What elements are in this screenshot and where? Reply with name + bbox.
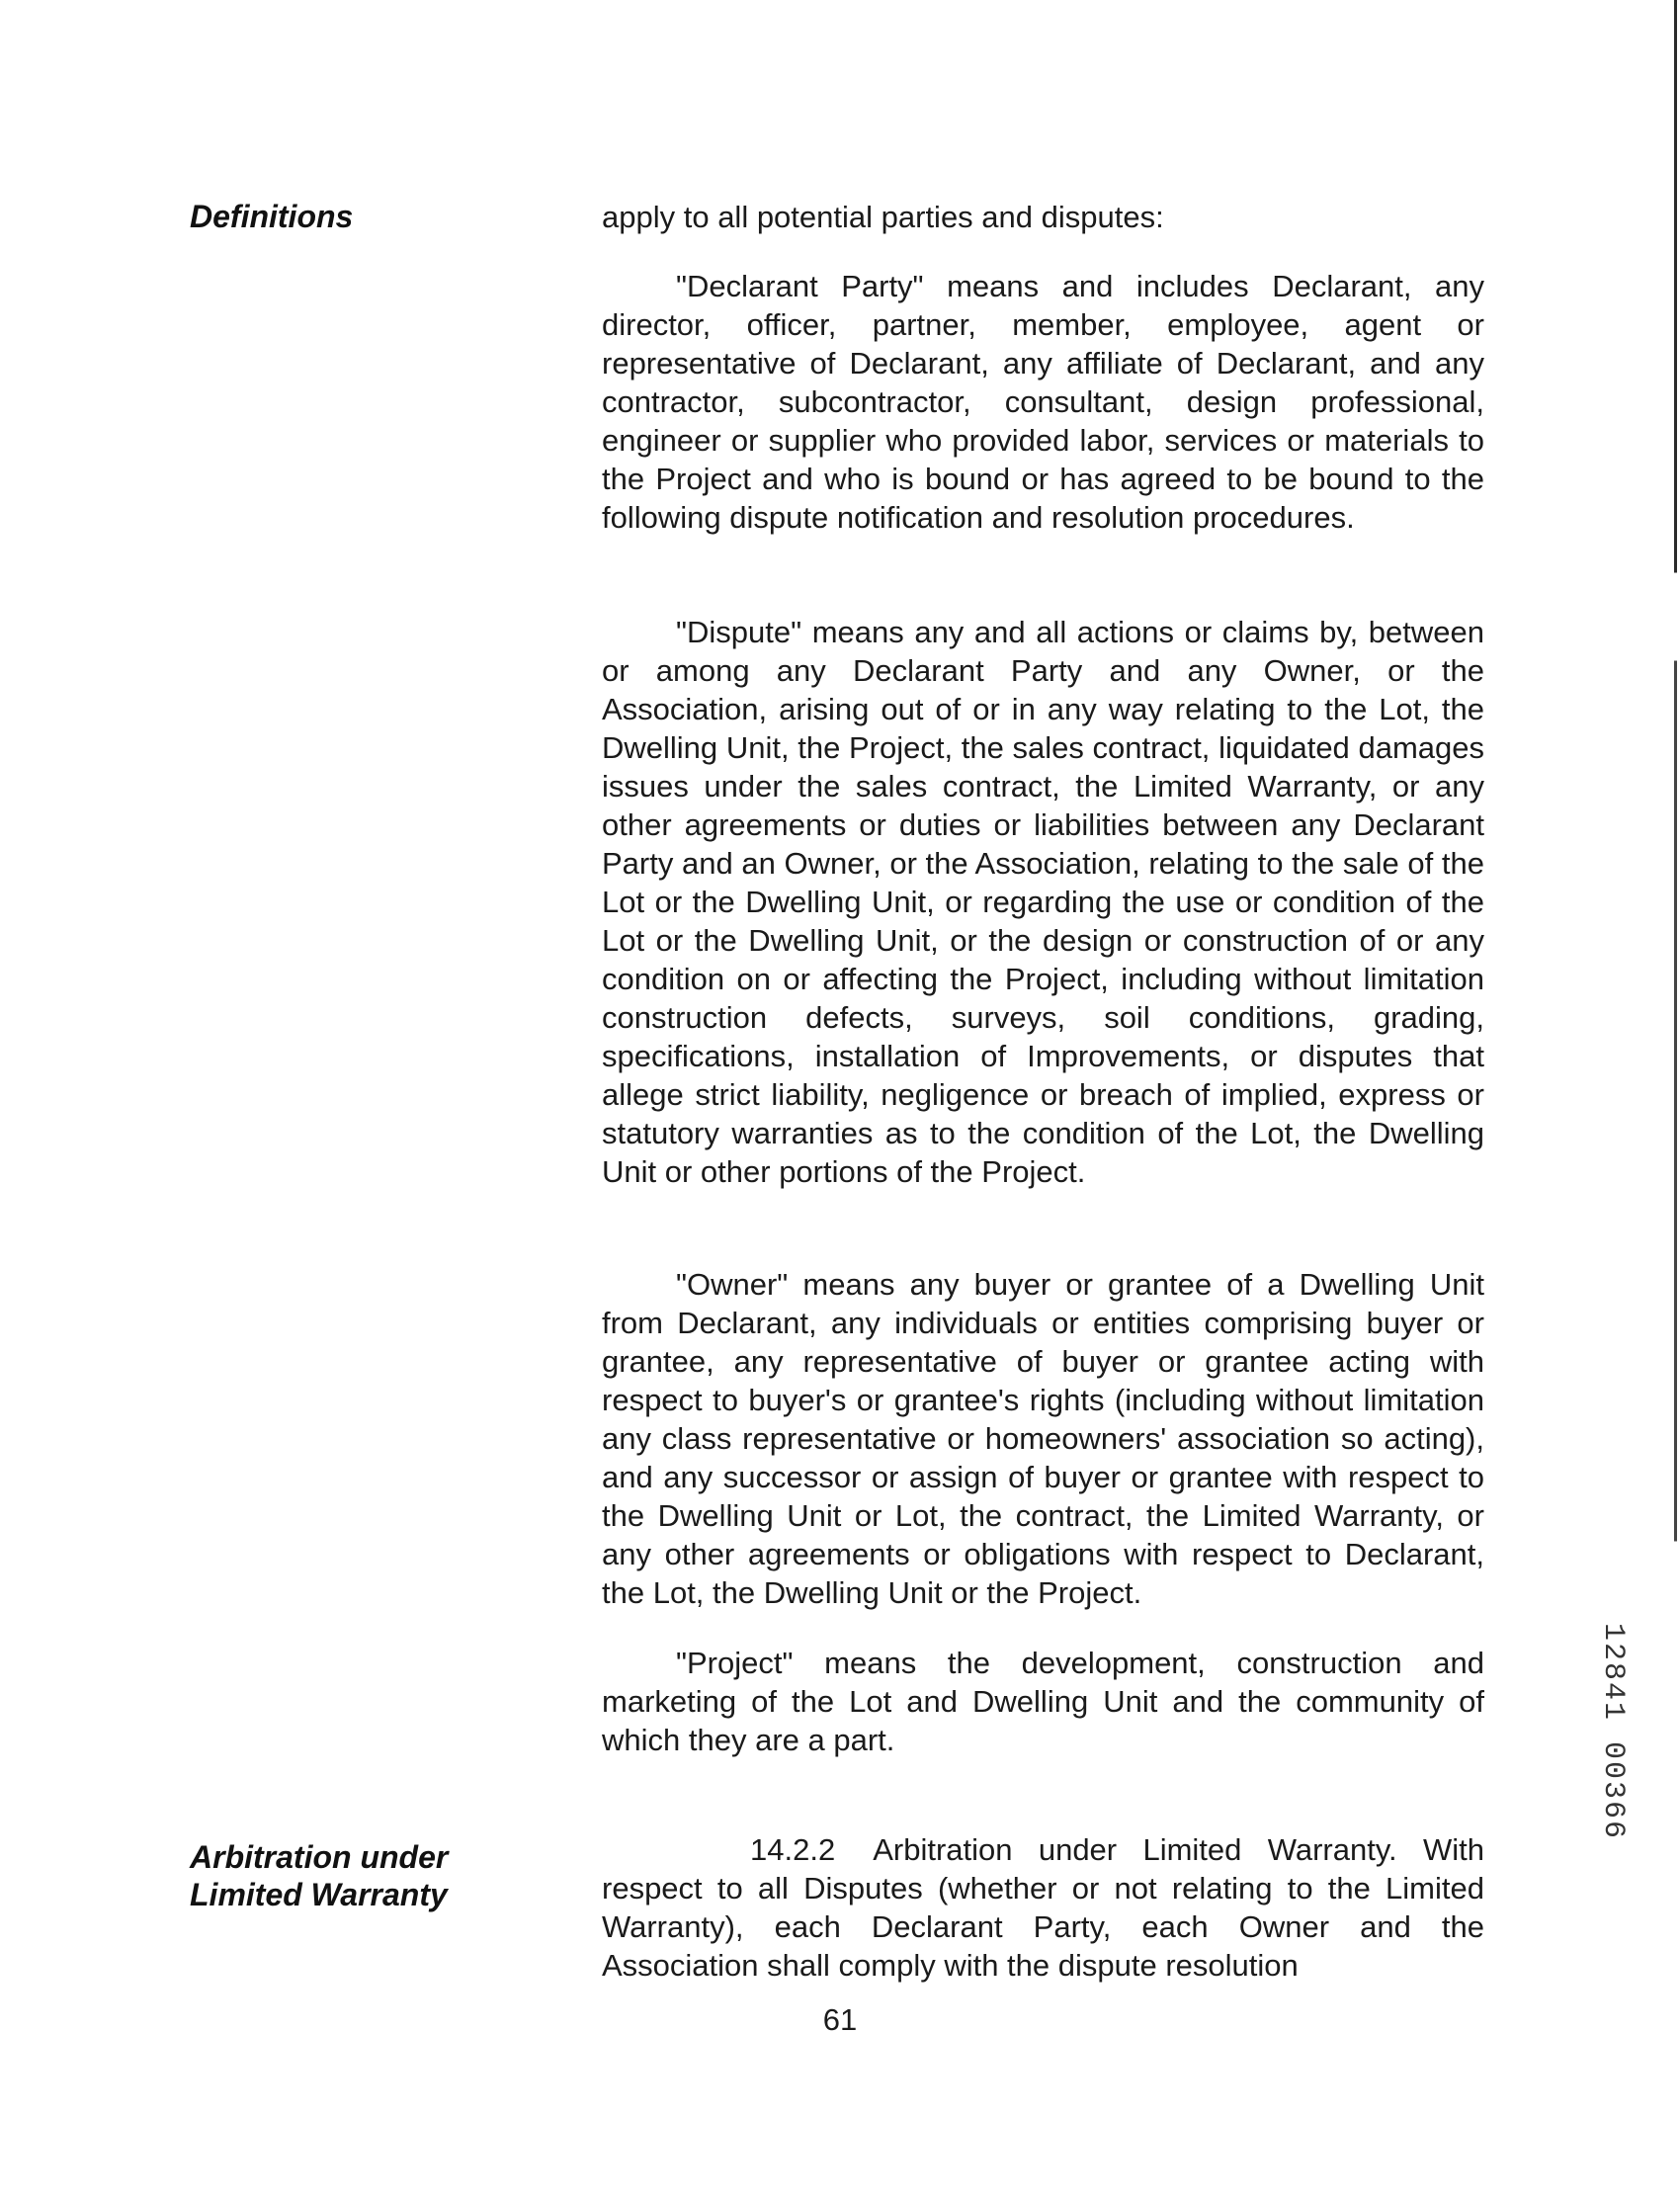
body-lead-line: [602, 198, 1484, 236]
section-14-2-2-text: Arbitration under Limited Warranty. With respect to all Disputes (whether or not relating to the Limited Warranty), each Declarant Party, each Owner and the Association shall comply with the dispute resolution: [602, 1832, 1484, 1983]
definition-owner-text: "Owner" means any buyer or grantee of a Dwelling Unit from Declarant, any individuals or entities comprising buyer or grantee, any representative of buyer or grantee acting with respect to buyer's or grantee's rights (including without limitation any class representative or homeowners' association so acting), and any successor or assign of buyer or grantee with respect to the Dwelling Unit or Lot, the contract, the Limited Warranty, or any other agreements or obligations with respect to Declarant, the Lot, the Dwelling Unit or the Project.: [602, 1267, 1484, 1610]
margin-heading-arbitration: Arbitration under Limited Warranty: [190, 1839, 449, 1912]
section-number: 14.2.2: [750, 1832, 836, 1867]
definition-project: [602, 1644, 1484, 1759]
side-stamp: [1593, 1593, 1633, 1870]
side-stamp-text: 12841 00366: [1596, 1622, 1630, 1841]
definition-owner: [602, 1265, 1484, 1612]
definition-project-text: "Project" means the development, construction and marketing of the Lot and Dwelling Unit and the community of which they are a part.: [602, 1646, 1484, 1757]
lead-line-text: apply to all potential parties and disputes:: [602, 200, 1164, 234]
definition-declarant-party-text: "Declarant Party" means and includes Declarant, any director, officer, partner, member, employee, agent or representative of Declarant, any affiliate of Declarant, and any contractor, subcontractor, consultant, design professional, engineer or supplier who provided labor, services or materials to the Project and who is bound or has agreed to be bound to the following dispute notification and resolution procedures.: [602, 269, 1484, 535]
definition-dispute-text: "Dispute" means any and all actions or claims by, between or among any Declarant Party and any Owner, or the Association, arising out of or in any way relating to the Lot, the Dwelling Unit, the Project, the sales contract, liquidated damages issues under the sales contract, the Limited Warranty, or any other agreements or duties or liabilities between any Declarant Party and an Owner, or the Association, relating to the sale of the Lot or the Dwelling Unit, or regarding the use or condition of the Lot or the Dwelling Unit, or the design or construction of or any condition on or affecting the Project, including without limitation construction defects, surveys, soil conditions, grading, specifications, installation of Improvements, or disputes that allege strict liability, negligence or breach of implied, express or statutory warranties as to the condition of the Lot, the Dwelling Unit or other portions of the Project.: [602, 615, 1484, 1189]
definition-dispute: [602, 613, 1484, 1191]
page-edge-line: [1674, 0, 1677, 2202]
page-number: 61: [822, 2002, 858, 2037]
definition-declarant-party: [602, 267, 1484, 537]
section-14-2-2-paragraph: [602, 1830, 1484, 1985]
section-14-2-2: [602, 1830, 1484, 1985]
margin-heading-definitions: Definitions: [190, 199, 354, 234]
